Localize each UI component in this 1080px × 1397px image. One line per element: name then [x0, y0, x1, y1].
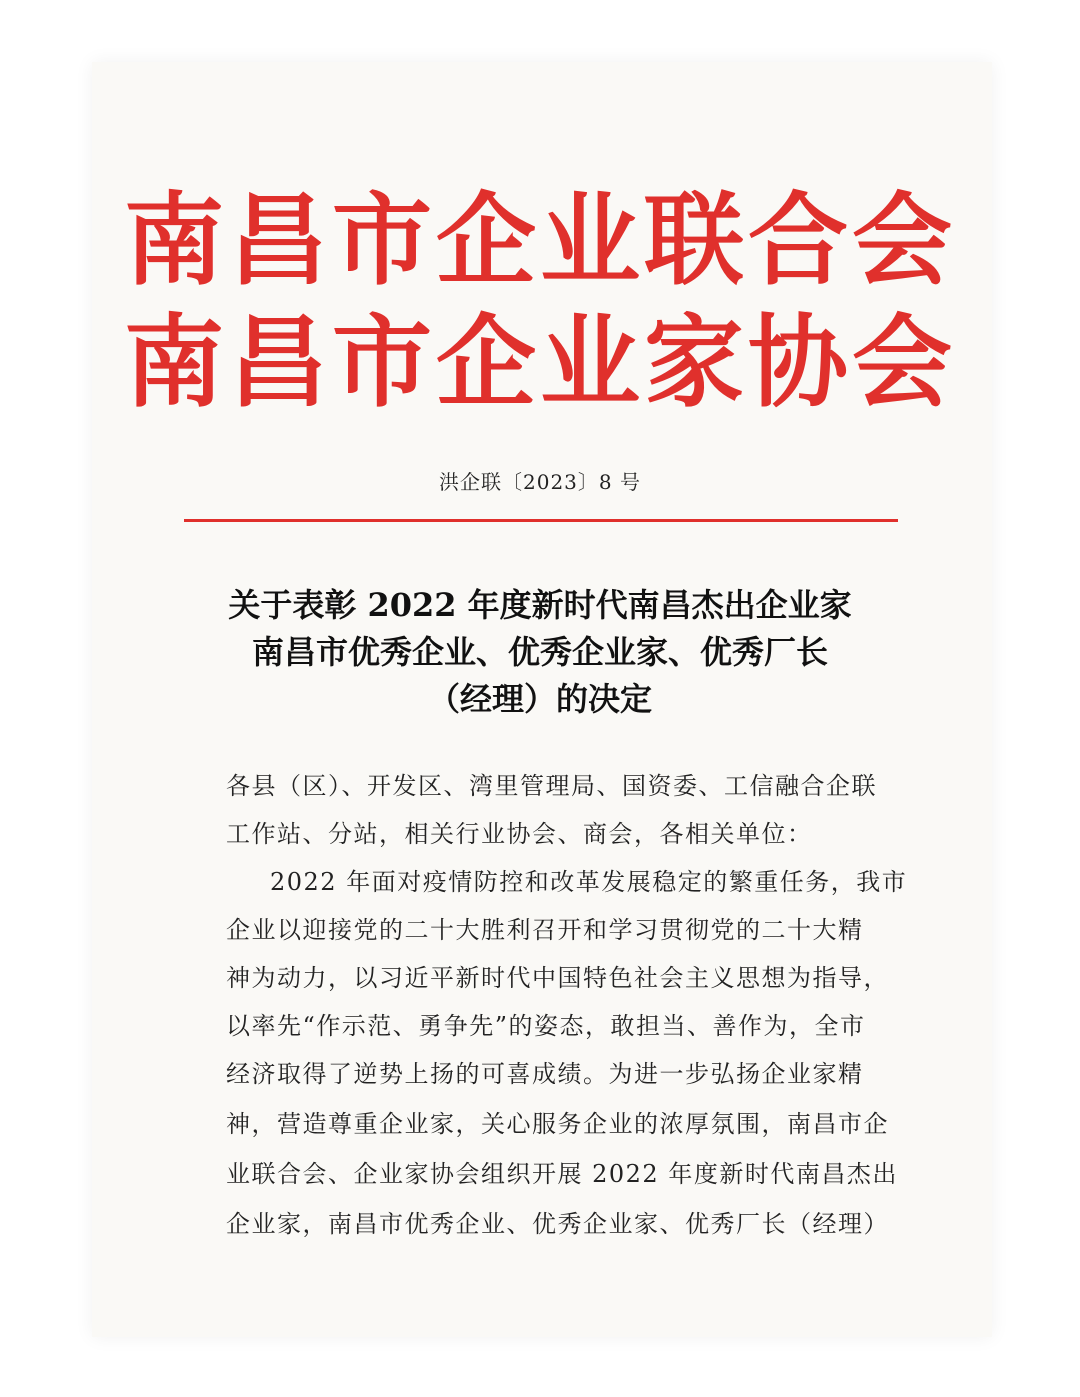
document-title-line-3: （经理）的决定 — [427, 680, 652, 718]
body-line: 2022 年面对疫情防控和改革发展稳定的繁重任务，我市 — [270, 868, 908, 896]
body-line: 经济取得了逆势上扬的可喜成绩。为进一步弘扬企业家精 — [226, 1060, 864, 1088]
red-divider-line — [184, 519, 898, 522]
body-line: 神为动力，以习近平新时代中国特色社会主义思想为指导， — [226, 964, 889, 992]
body-line: 企业以迎接党的二十大胜利召开和学习贯彻党的二十大精 — [226, 916, 864, 944]
body-line: 以率先“作示范、勇争先”的姿态，敢担当、善作为，全市 — [226, 1012, 866, 1040]
document-number: 洪企联〔2023〕8 号 — [439, 470, 641, 494]
document-title-line-1: 关于表彰 2022 年度新时代南昌杰出企业家 — [228, 586, 852, 624]
document-title-line-2: 南昌市优秀企业、优秀企业家、优秀厂长 — [251, 633, 828, 671]
letterhead-org-name-2: 南昌市企业家协会 — [124, 303, 956, 421]
body-line: 工作站、分站，相关行业协会、商会，各相关单位： — [226, 820, 813, 848]
body-line: 企业家，南昌市优秀企业、优秀企业家、优秀厂长（经理） — [226, 1210, 889, 1238]
letterhead-org-name-1: 南昌市企业联合会 — [124, 181, 956, 299]
body-line: 神，营造尊重企业家，关心服务企业的浓厚氛围，南昌市企 — [226, 1110, 889, 1138]
body-line: 各县（区）、开发区、湾里管理局、国资委、工信融合企联 — [226, 772, 877, 800]
body-line: 业联合会、企业家协会组织开展 2022 年度新时代南昌杰出 — [226, 1160, 898, 1188]
